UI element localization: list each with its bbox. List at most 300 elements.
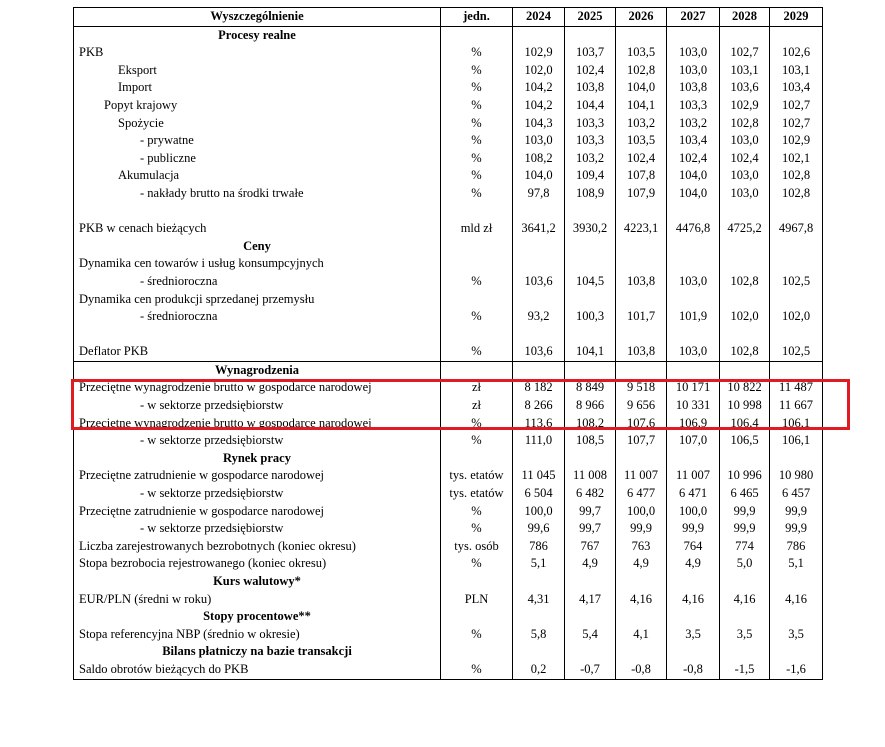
value-cell-2024: 786	[513, 538, 565, 556]
empty-cell	[770, 203, 823, 221]
value-cell-2027: 103,0	[667, 44, 720, 62]
value-cell-2024: 104,2	[513, 79, 565, 97]
table-row	[74, 343, 823, 361]
empty-cell	[720, 203, 770, 221]
value-cell-2024: 0,2	[513, 661, 565, 679]
table-row	[74, 520, 823, 538]
value-cell-2025: 103,3	[565, 132, 616, 150]
value-cell-2024: 6 504	[513, 485, 565, 503]
value-cell-2024	[513, 255, 565, 273]
row-unit	[441, 255, 513, 273]
table-row	[74, 167, 823, 185]
value-cell-2028: 102,9	[720, 97, 770, 115]
value-cell-2025: 104,5	[565, 273, 616, 291]
value-cell-2027: 10 171	[667, 379, 720, 397]
empty-cell	[565, 326, 616, 344]
value-cell-2027: 103,4	[667, 132, 720, 150]
empty-cell	[441, 26, 513, 44]
value-cell-2027: 106,9	[667, 415, 720, 433]
table-row	[74, 62, 823, 80]
table-row	[74, 415, 823, 433]
value-cell-2029: 102,9	[770, 132, 823, 150]
value-cell-2025: 8 966	[565, 397, 616, 415]
value-cell-2029: 102,7	[770, 115, 823, 133]
value-cell-2025: -0,7	[565, 661, 616, 679]
value-cell-2027: 103,8	[667, 79, 720, 97]
row-unit: %	[441, 79, 513, 97]
value-cell-2028: 10 822	[720, 379, 770, 397]
empty-cell	[441, 203, 513, 221]
value-cell-2028: 103,1	[720, 62, 770, 80]
value-cell-2027: 4476,8	[667, 220, 720, 238]
value-cell-2028: 102,8	[720, 115, 770, 133]
value-cell-2028: 774	[720, 538, 770, 556]
value-cell-2025: 767	[565, 538, 616, 556]
empty-cell	[616, 238, 667, 256]
row-label: - w sektorze przedsiębiorstw	[74, 397, 441, 415]
empty-cell	[616, 26, 667, 44]
row-unit: zł	[441, 397, 513, 415]
value-cell-2029: -1,6	[770, 661, 823, 679]
row-unit: %	[441, 432, 513, 450]
section-row	[74, 361, 823, 379]
value-cell-2025: 11 008	[565, 467, 616, 485]
value-cell-2024: 8 266	[513, 397, 565, 415]
table-row	[74, 291, 823, 309]
value-cell-2026: 103,2	[616, 115, 667, 133]
empty-cell	[513, 643, 565, 661]
value-cell-2029: 5,1	[770, 555, 823, 573]
section-row	[74, 450, 823, 468]
empty-cell	[616, 643, 667, 661]
value-cell-2029: 786	[770, 538, 823, 556]
empty-cell	[720, 26, 770, 44]
header-year: 2025	[565, 8, 616, 27]
empty-cell	[565, 643, 616, 661]
value-cell-2024: 5,1	[513, 555, 565, 573]
empty-cell	[667, 361, 720, 379]
table-row	[74, 79, 823, 97]
value-cell-2025	[565, 291, 616, 309]
empty-cell	[513, 573, 565, 591]
empty-cell	[616, 203, 667, 221]
empty-cell	[770, 608, 823, 626]
value-cell-2025: 6 482	[565, 485, 616, 503]
value-cell-2024: 113,6	[513, 415, 565, 433]
value-cell-2027	[667, 291, 720, 309]
empty-cell	[513, 238, 565, 256]
row-unit: zł	[441, 379, 513, 397]
value-cell-2025: 99,7	[565, 520, 616, 538]
section-title: Wynagrodzenia	[74, 361, 441, 379]
row-label: Przeciętne wynagrodzenie brutto w gospodarce narodowej	[74, 379, 441, 397]
table-row	[74, 467, 823, 485]
value-cell-2027: 4,16	[667, 591, 720, 609]
value-cell-2029: 106,1	[770, 432, 823, 450]
empty-cell	[513, 326, 565, 344]
row-label: Dynamika cen produkcji sprzedanej przemysłu	[74, 291, 441, 309]
forecast-table	[73, 7, 823, 680]
empty-cell	[565, 573, 616, 591]
value-cell-2025: 109,4	[565, 167, 616, 185]
table-row	[74, 555, 823, 573]
table-row	[74, 538, 823, 556]
value-cell-2026: -0,8	[616, 661, 667, 679]
value-cell-2027: 104,0	[667, 185, 720, 203]
empty-cell	[441, 643, 513, 661]
empty-cell	[720, 238, 770, 256]
table-row	[74, 115, 823, 133]
row-label: EUR/PLN (średni w roku)	[74, 591, 441, 609]
table-row	[74, 397, 823, 415]
value-cell-2029: 102,6	[770, 44, 823, 62]
value-cell-2024: 93,2	[513, 308, 565, 326]
empty-cell	[513, 203, 565, 221]
header-year: 2027	[667, 8, 720, 27]
value-cell-2029: 99,9	[770, 503, 823, 521]
value-cell-2028: 103,0	[720, 132, 770, 150]
section-title: Bilans płatniczy na bazie transakcji	[74, 643, 441, 661]
value-cell-2025: 5,4	[565, 626, 616, 644]
value-cell-2025: 4,17	[565, 591, 616, 609]
value-cell-2024: 99,6	[513, 520, 565, 538]
header-row	[74, 8, 823, 27]
header-unit: jedn.	[441, 8, 513, 27]
value-cell-2025: 108,9	[565, 185, 616, 203]
empty-cell	[616, 608, 667, 626]
table-row	[74, 661, 823, 679]
value-cell-2029: 102,5	[770, 343, 823, 361]
value-cell-2029: 11 667	[770, 397, 823, 415]
empty-cell	[565, 608, 616, 626]
value-cell-2028: 102,8	[720, 273, 770, 291]
row-unit: %	[441, 415, 513, 433]
empty-cell	[441, 450, 513, 468]
value-cell-2029	[770, 291, 823, 309]
table-row	[74, 432, 823, 450]
row-label: Przeciętne zatrudnienie w gospodarce narodowej	[74, 503, 441, 521]
value-cell-2024: 104,2	[513, 97, 565, 115]
value-cell-2027: 4,9	[667, 555, 720, 573]
value-cell-2028: 103,0	[720, 185, 770, 203]
row-label: Import	[74, 79, 441, 97]
header-year: 2026	[616, 8, 667, 27]
table-row	[74, 503, 823, 521]
row-label: - prywatne	[74, 132, 441, 150]
value-cell-2026: 101,7	[616, 308, 667, 326]
value-cell-2026: 102,4	[616, 150, 667, 168]
value-cell-2029: 6 457	[770, 485, 823, 503]
value-cell-2029: 102,8	[770, 167, 823, 185]
row-label: Saldo obrotów bieżących do PKB	[74, 661, 441, 679]
value-cell-2025: 104,1	[565, 343, 616, 361]
row-unit: %	[441, 62, 513, 80]
value-cell-2026: 6 477	[616, 485, 667, 503]
value-cell-2029: 3,5	[770, 626, 823, 644]
value-cell-2027: 3,5	[667, 626, 720, 644]
empty-cell	[720, 326, 770, 344]
value-cell-2028: 106,4	[720, 415, 770, 433]
empty-cell	[616, 573, 667, 591]
value-cell-2028: 102,7	[720, 44, 770, 62]
row-unit: %	[441, 150, 513, 168]
row-label: Spożycie	[74, 115, 441, 133]
empty-cell	[74, 203, 441, 221]
header-year: 2028	[720, 8, 770, 27]
value-cell-2024: 97,8	[513, 185, 565, 203]
table-row	[74, 626, 823, 644]
spacer-row	[74, 203, 823, 221]
value-cell-2028: -1,5	[720, 661, 770, 679]
value-cell-2029: 10 980	[770, 467, 823, 485]
value-cell-2029: 102,0	[770, 308, 823, 326]
row-unit: mld zł	[441, 220, 513, 238]
empty-cell	[667, 643, 720, 661]
value-cell-2026: 4,9	[616, 555, 667, 573]
value-cell-2027: 103,0	[667, 62, 720, 80]
value-cell-2029: 106,1	[770, 415, 823, 433]
row-unit: %	[441, 115, 513, 133]
value-cell-2027: 107,0	[667, 432, 720, 450]
header-label: Wyszczególnienie	[74, 8, 441, 27]
row-label: PKB w cenach bieżących	[74, 220, 441, 238]
empty-cell	[441, 361, 513, 379]
value-cell-2029: 11 487	[770, 379, 823, 397]
row-label: - średnioroczna	[74, 273, 441, 291]
value-cell-2026: 102,8	[616, 62, 667, 80]
table-row	[74, 220, 823, 238]
row-unit: %	[441, 273, 513, 291]
empty-cell	[667, 326, 720, 344]
value-cell-2029: 102,8	[770, 185, 823, 203]
empty-cell	[74, 326, 441, 344]
value-cell-2028: 102,4	[720, 150, 770, 168]
row-unit	[441, 291, 513, 309]
value-cell-2025: 8 849	[565, 379, 616, 397]
value-cell-2024: 102,0	[513, 62, 565, 80]
section-row	[74, 26, 823, 44]
row-label: Liczba zarejestrowanych bezrobotnych (koniec okresu)	[74, 538, 441, 556]
value-cell-2028: 99,9	[720, 503, 770, 521]
value-cell-2026: 100,0	[616, 503, 667, 521]
empty-cell	[441, 573, 513, 591]
empty-cell	[441, 326, 513, 344]
empty-cell	[616, 450, 667, 468]
row-unit: tys. osób	[441, 538, 513, 556]
value-cell-2028	[720, 291, 770, 309]
value-cell-2025: 108,2	[565, 415, 616, 433]
value-cell-2024: 3641,2	[513, 220, 565, 238]
value-cell-2029: 102,5	[770, 273, 823, 291]
value-cell-2028: 10 996	[720, 467, 770, 485]
section-title: Kurs walutowy*	[74, 573, 441, 591]
empty-cell	[770, 238, 823, 256]
value-cell-2029	[770, 255, 823, 273]
value-cell-2027: 764	[667, 538, 720, 556]
value-cell-2026: 4,16	[616, 591, 667, 609]
header-year: 2024	[513, 8, 565, 27]
value-cell-2024: 104,0	[513, 167, 565, 185]
table-body	[74, 26, 823, 679]
value-cell-2025	[565, 255, 616, 273]
row-label: Deflator PKB	[74, 343, 441, 361]
value-cell-2027: 99,9	[667, 520, 720, 538]
row-label: PKB	[74, 44, 441, 62]
value-cell-2029: 103,1	[770, 62, 823, 80]
header-year: 2029	[770, 8, 823, 27]
value-cell-2027: 103,3	[667, 97, 720, 115]
value-cell-2025: 3930,2	[565, 220, 616, 238]
row-unit: %	[441, 97, 513, 115]
empty-cell	[770, 643, 823, 661]
value-cell-2026: 103,5	[616, 44, 667, 62]
empty-cell	[770, 450, 823, 468]
value-cell-2028: 106,5	[720, 432, 770, 450]
table-row	[74, 255, 823, 273]
value-cell-2027: 102,4	[667, 150, 720, 168]
value-cell-2025: 108,5	[565, 432, 616, 450]
value-cell-2026: 107,6	[616, 415, 667, 433]
empty-cell	[720, 450, 770, 468]
row-label: Dynamika cen towarów i usług konsumpcyjnych	[74, 255, 441, 273]
value-cell-2026: 104,1	[616, 97, 667, 115]
value-cell-2027: 104,0	[667, 167, 720, 185]
value-cell-2024: 8 182	[513, 379, 565, 397]
value-cell-2024: 103,6	[513, 273, 565, 291]
row-unit: %	[441, 44, 513, 62]
spacer-row	[74, 326, 823, 344]
empty-cell	[667, 450, 720, 468]
value-cell-2026: 99,9	[616, 520, 667, 538]
value-cell-2027: 103,0	[667, 343, 720, 361]
value-cell-2028	[720, 255, 770, 273]
value-cell-2025: 102,4	[565, 62, 616, 80]
empty-cell	[770, 573, 823, 591]
empty-cell	[770, 26, 823, 44]
table-row	[74, 150, 823, 168]
section-row	[74, 238, 823, 256]
empty-cell	[770, 326, 823, 344]
value-cell-2028: 5,0	[720, 555, 770, 573]
value-cell-2026: 103,5	[616, 132, 667, 150]
row-label: - w sektorze przedsiębiorstw	[74, 432, 441, 450]
value-cell-2029: 102,1	[770, 150, 823, 168]
row-unit: %	[441, 661, 513, 679]
row-label: - w sektorze przedsiębiorstw	[74, 485, 441, 503]
empty-cell	[441, 238, 513, 256]
value-cell-2029: 99,9	[770, 520, 823, 538]
value-cell-2026: 107,9	[616, 185, 667, 203]
value-cell-2026	[616, 255, 667, 273]
value-cell-2024	[513, 291, 565, 309]
value-cell-2024: 103,0	[513, 132, 565, 150]
value-cell-2027: 11 007	[667, 467, 720, 485]
value-cell-2029: 103,4	[770, 79, 823, 97]
row-unit: %	[441, 308, 513, 326]
row-label: Przeciętne wynagrodzenie brutto w gospodarce narodowej	[74, 415, 441, 433]
value-cell-2024: 100,0	[513, 503, 565, 521]
value-cell-2024: 111,0	[513, 432, 565, 450]
section-title: Rynek pracy	[74, 450, 441, 468]
value-cell-2025: 103,3	[565, 115, 616, 133]
empty-cell	[720, 643, 770, 661]
row-label: Stopa referencyjna NBP (średnio w okresie)	[74, 626, 441, 644]
section-row	[74, 573, 823, 591]
empty-cell	[667, 573, 720, 591]
value-cell-2026: 9 518	[616, 379, 667, 397]
row-unit: %	[441, 626, 513, 644]
value-cell-2027	[667, 255, 720, 273]
value-cell-2026: 104,0	[616, 79, 667, 97]
value-cell-2028: 6 465	[720, 485, 770, 503]
section-title: Ceny	[74, 238, 441, 256]
empty-cell	[565, 361, 616, 379]
row-unit: %	[441, 185, 513, 203]
row-unit: tys. etatów	[441, 467, 513, 485]
value-cell-2025: 99,7	[565, 503, 616, 521]
value-cell-2026: 107,7	[616, 432, 667, 450]
value-cell-2024: 5,8	[513, 626, 565, 644]
value-cell-2024: 4,31	[513, 591, 565, 609]
value-cell-2029: 4,16	[770, 591, 823, 609]
row-unit: %	[441, 555, 513, 573]
row-unit: %	[441, 343, 513, 361]
empty-cell	[667, 238, 720, 256]
value-cell-2026: 107,8	[616, 167, 667, 185]
value-cell-2026: 9 656	[616, 397, 667, 415]
value-cell-2028: 102,8	[720, 343, 770, 361]
empty-cell	[667, 26, 720, 44]
value-cell-2026: 103,8	[616, 273, 667, 291]
empty-cell	[565, 450, 616, 468]
section-title: Procesy realne	[74, 26, 441, 44]
value-cell-2029: 102,7	[770, 97, 823, 115]
empty-cell	[513, 361, 565, 379]
empty-cell	[441, 608, 513, 626]
table-row	[74, 591, 823, 609]
empty-cell	[565, 238, 616, 256]
value-cell-2024: 103,6	[513, 343, 565, 361]
row-label: - publiczne	[74, 150, 441, 168]
value-cell-2026: 11 007	[616, 467, 667, 485]
value-cell-2028: 99,9	[720, 520, 770, 538]
row-unit: %	[441, 167, 513, 185]
table-row	[74, 308, 823, 326]
value-cell-2027: 100,0	[667, 503, 720, 521]
value-cell-2024: 108,2	[513, 150, 565, 168]
row-unit: %	[441, 520, 513, 538]
value-cell-2026: 103,8	[616, 343, 667, 361]
value-cell-2028: 3,5	[720, 626, 770, 644]
row-unit: %	[441, 503, 513, 521]
table-row	[74, 273, 823, 291]
value-cell-2028: 102,0	[720, 308, 770, 326]
table-row	[74, 132, 823, 150]
empty-cell	[513, 608, 565, 626]
value-cell-2025: 103,2	[565, 150, 616, 168]
section-title: Stopy procentowe**	[74, 608, 441, 626]
empty-cell	[513, 26, 565, 44]
value-cell-2026	[616, 291, 667, 309]
value-cell-2028: 10 998	[720, 397, 770, 415]
empty-cell	[720, 361, 770, 379]
value-cell-2027: 10 331	[667, 397, 720, 415]
value-cell-2027: 6 471	[667, 485, 720, 503]
empty-cell	[513, 450, 565, 468]
empty-cell	[667, 203, 720, 221]
value-cell-2025: 103,8	[565, 79, 616, 97]
value-cell-2029: 4967,8	[770, 220, 823, 238]
